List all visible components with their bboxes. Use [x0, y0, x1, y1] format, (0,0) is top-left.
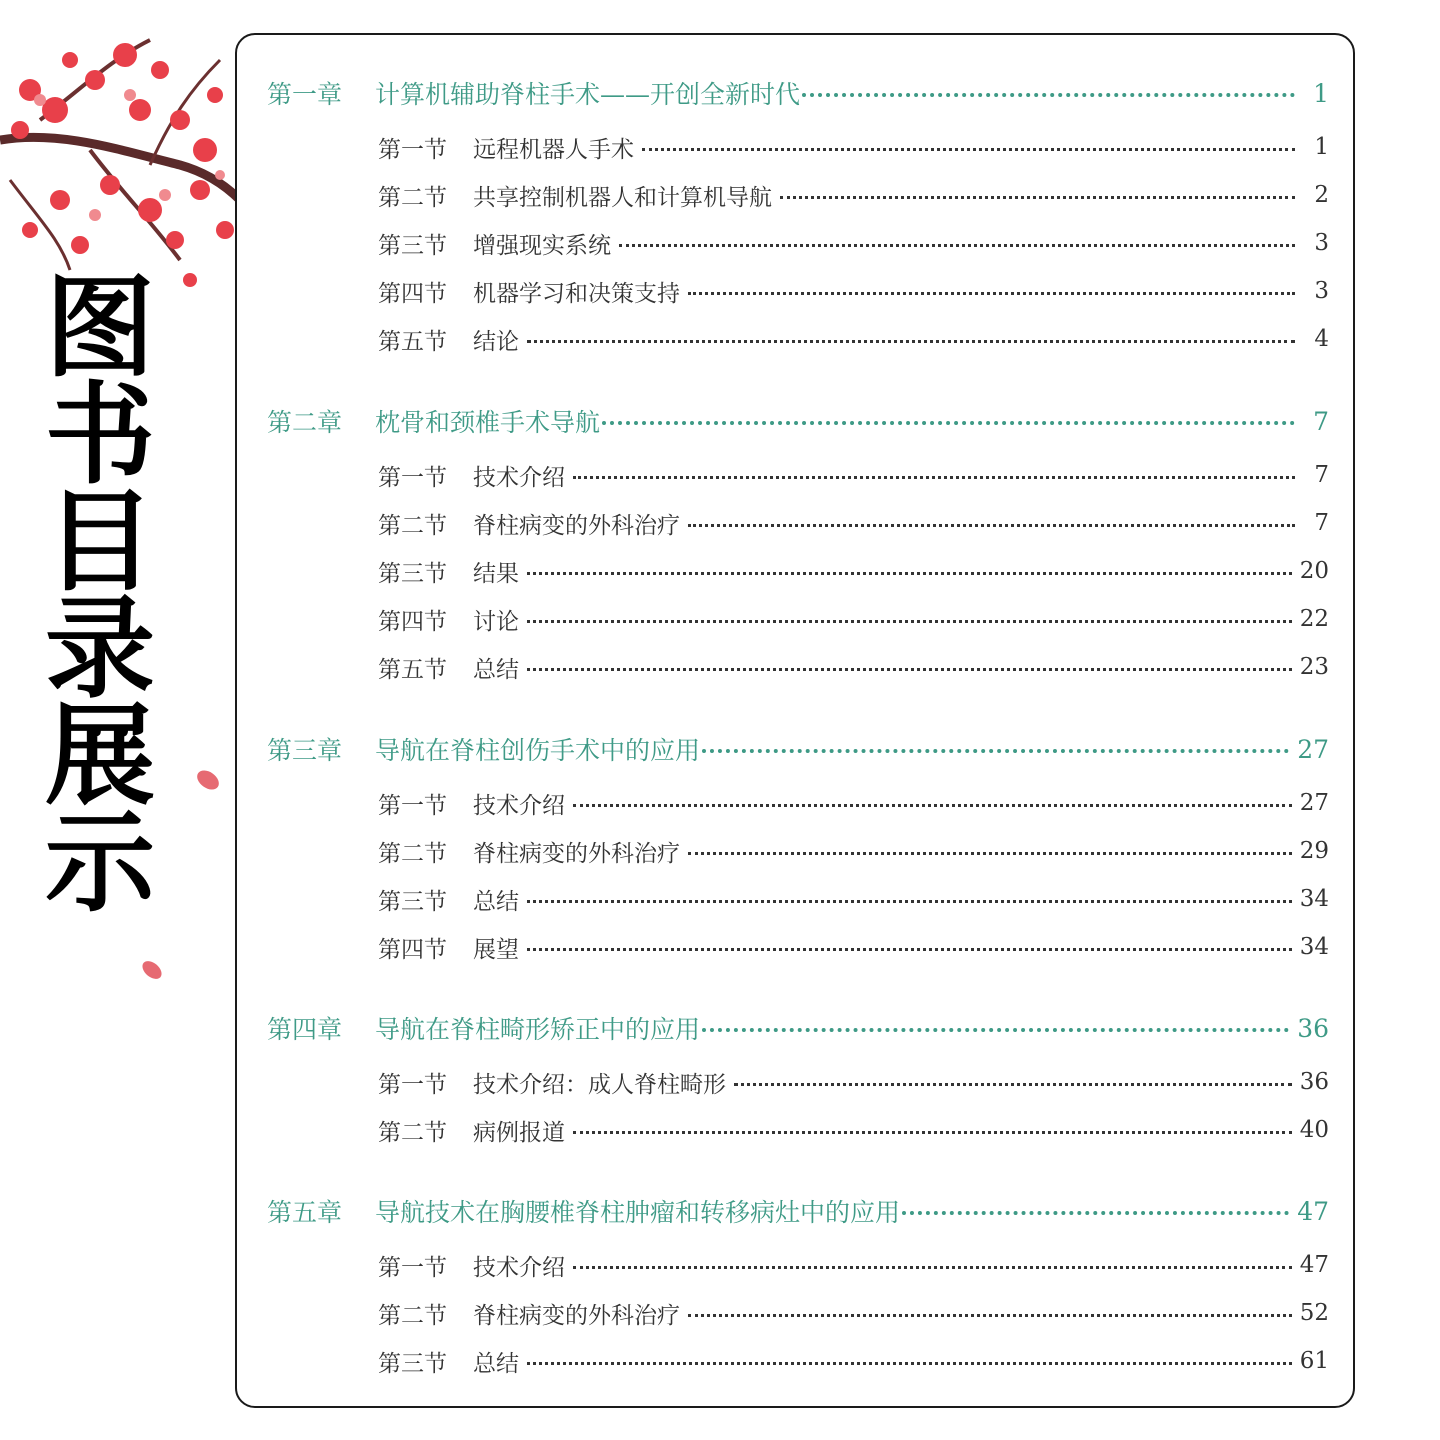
page-number: 20	[1299, 558, 1329, 584]
side-title-char: 图	[45, 264, 155, 392]
toc-entry-body	[375, 75, 1329, 111]
toc-entry-body	[473, 459, 1329, 492]
toc-entry-body	[473, 883, 1329, 916]
page-number: 27	[1299, 790, 1329, 816]
page-number: 2	[1314, 182, 1329, 208]
toc-entry-body	[473, 507, 1329, 540]
toc-entry-body	[375, 731, 1329, 767]
toc-chapter-row	[237, 1008, 1353, 1048]
page-number: 36	[1299, 1069, 1329, 1095]
section-title: 技术介绍	[473, 792, 565, 819]
section-number: 第三节	[378, 232, 447, 259]
section-title: 结论	[473, 328, 519, 355]
dot-leader	[573, 476, 1295, 479]
toc-entry-body	[473, 603, 1329, 636]
dot-leader	[527, 900, 1292, 903]
chapter-title: 导航在脊柱创伤手术中的应用	[375, 736, 701, 765]
section-number: 第一节	[378, 136, 447, 163]
toc-section-row	[237, 1293, 1353, 1333]
side-title-char: 示	[45, 799, 155, 927]
section-title: 总结	[473, 1350, 519, 1377]
chapter-number: 第四章	[267, 1015, 343, 1044]
chapter-number: 第三章	[267, 736, 343, 765]
toc-chapter-row	[237, 1191, 1353, 1231]
section-title: 讨论	[473, 608, 519, 635]
toc-section-row	[237, 175, 1353, 215]
section-title: 脊柱病变的外科治疗	[473, 840, 680, 867]
section-title: 远程机器人手术	[473, 136, 634, 163]
toc-entry-body	[473, 1066, 1329, 1099]
toc-entry-body	[473, 275, 1329, 308]
toc-section-row	[237, 1245, 1353, 1285]
page-number: 61	[1299, 1348, 1329, 1374]
toc-entry-body	[473, 1345, 1329, 1378]
toc-entry-body	[375, 1010, 1329, 1046]
toc-entry-body	[473, 323, 1329, 356]
section-number: 第二节	[378, 512, 447, 539]
section-number: 第一节	[378, 792, 447, 819]
section-title: 技术介绍	[473, 1254, 565, 1281]
dot-leader	[780, 196, 1295, 199]
toc-section-row	[237, 223, 1353, 263]
section-number: 第二节	[378, 184, 447, 211]
page-number: 7	[1314, 510, 1329, 536]
section-title: 共享控制机器人和计算机导航	[473, 184, 772, 211]
toc-section-row	[237, 455, 1353, 495]
section-number: 第三节	[378, 888, 447, 915]
dot-leader	[802, 93, 1295, 97]
toc-entry-body	[473, 835, 1329, 868]
toc-chapter-row	[237, 73, 1353, 113]
toc-entry-body	[473, 131, 1329, 164]
section-title: 技术介绍：成人脊柱畸形	[473, 1071, 726, 1098]
section-number: 第四节	[378, 608, 447, 635]
toc-entry-body	[473, 787, 1329, 820]
table-of-contents-panel	[235, 33, 1355, 1408]
toc-section-row	[237, 879, 1353, 919]
page-number: 22	[1299, 606, 1329, 632]
section-number: 第二节	[378, 840, 447, 867]
toc-section-row	[237, 503, 1353, 543]
section-title: 结果	[473, 560, 519, 587]
toc-section-row	[237, 783, 1353, 823]
section-title: 总结	[473, 656, 519, 683]
toc-chapter-row	[237, 401, 1353, 441]
page-number: 36	[1297, 1013, 1329, 1043]
page-number: 3	[1314, 230, 1329, 256]
chapter-title: 导航技术在胸腰椎脊柱肿瘤和转移病灶中的应用	[375, 1198, 901, 1227]
section-number: 第一节	[378, 464, 447, 491]
section-number: 第一节	[378, 1071, 447, 1098]
dot-leader	[688, 852, 1292, 855]
page-number: 7	[1314, 462, 1329, 488]
section-number: 第四节	[378, 936, 447, 963]
dot-leader	[573, 804, 1292, 807]
dot-leader	[527, 572, 1292, 575]
toc-entry-body	[473, 1114, 1329, 1147]
dot-leader	[573, 1266, 1292, 1269]
dot-leader	[688, 524, 1295, 527]
section-title: 展望	[473, 936, 519, 963]
toc-section-row	[237, 831, 1353, 871]
toc-section-row	[237, 599, 1353, 639]
side-title-char: 目	[45, 478, 155, 606]
chapter-title: 计算机辅助脊柱手术——开创全新时代	[375, 80, 801, 109]
page-number: 4	[1314, 326, 1329, 352]
page-number: 29	[1299, 838, 1329, 864]
page-number: 27	[1297, 734, 1329, 764]
dot-leader	[527, 620, 1292, 623]
page-number: 34	[1299, 886, 1329, 912]
toc-entry-body	[375, 1193, 1329, 1229]
section-title: 病例报道	[473, 1119, 565, 1146]
dot-leader	[702, 749, 1289, 753]
chapter-title: 导航在脊柱畸形矫正中的应用	[375, 1015, 701, 1044]
toc-section-row	[237, 271, 1353, 311]
toc-entry-body	[473, 1249, 1329, 1282]
section-number: 第五节	[378, 656, 447, 683]
section-title: 增强现实系统	[473, 232, 611, 259]
dot-leader	[527, 948, 1292, 951]
page-number: 40	[1299, 1117, 1329, 1143]
section-number: 第二节	[378, 1119, 447, 1146]
section-title: 脊柱病变的外科治疗	[473, 1302, 680, 1329]
toc-section-row	[237, 1062, 1353, 1102]
section-number: 第二节	[378, 1302, 447, 1329]
page-number: 34	[1299, 934, 1329, 960]
toc-entry-body	[375, 403, 1329, 439]
toc-entry-body	[473, 931, 1329, 964]
section-number: 第三节	[378, 1350, 447, 1377]
chapter-number: 第五章	[267, 1198, 343, 1227]
chapter-number: 第二章	[267, 408, 343, 437]
toc-section-row	[237, 647, 1353, 687]
page-number: 7	[1313, 406, 1329, 436]
toc-section-row	[237, 1110, 1353, 1150]
section-title: 总结	[473, 888, 519, 915]
dot-leader	[527, 668, 1292, 671]
section-number: 第五节	[378, 328, 447, 355]
section-number: 第一节	[378, 1254, 447, 1281]
chapter-number: 第一章	[267, 80, 343, 109]
section-title: 机器学习和决策支持	[473, 280, 680, 307]
dot-leader	[527, 340, 1295, 343]
page-number: 47	[1297, 1196, 1329, 1226]
chapter-title: 枕骨和颈椎手术导航	[375, 408, 601, 437]
dot-leader	[602, 421, 1295, 425]
section-number: 第四节	[378, 280, 447, 307]
toc-section-row	[237, 927, 1353, 967]
page-number: 3	[1314, 278, 1329, 304]
dot-leader	[702, 1028, 1289, 1032]
section-title: 脊柱病变的外科治疗	[473, 512, 680, 539]
page-number: 23	[1299, 654, 1329, 680]
side-title-char: 展	[45, 692, 155, 820]
side-title	[40, 264, 160, 927]
dot-leader	[527, 1362, 1292, 1365]
toc-entry-body	[473, 227, 1329, 260]
section-number: 第三节	[378, 560, 447, 587]
dot-leader	[619, 244, 1295, 247]
section-title: 技术介绍	[473, 464, 565, 491]
toc-section-row	[237, 1341, 1353, 1381]
side-title-char: 录	[45, 585, 155, 713]
dot-leader	[573, 1131, 1292, 1134]
toc-entry-body	[473, 179, 1329, 212]
dot-leader	[902, 1211, 1289, 1215]
page-number: 1	[1313, 78, 1329, 108]
toc-entry-body	[473, 555, 1329, 588]
toc-chapter-row	[237, 729, 1353, 769]
page-number: 47	[1299, 1252, 1329, 1278]
page-number: 1	[1314, 134, 1329, 160]
toc-section-row	[237, 551, 1353, 591]
toc-entry-body	[473, 1297, 1329, 1330]
dot-leader	[734, 1083, 1292, 1086]
dot-leader	[688, 292, 1295, 295]
dot-leader	[688, 1314, 1292, 1317]
page-number: 52	[1299, 1300, 1329, 1326]
dot-leader	[642, 148, 1295, 151]
toc-section-row	[237, 127, 1353, 167]
side-title-char: 书	[45, 371, 155, 499]
toc-section-row	[237, 319, 1353, 359]
toc-entry-body	[473, 651, 1329, 684]
